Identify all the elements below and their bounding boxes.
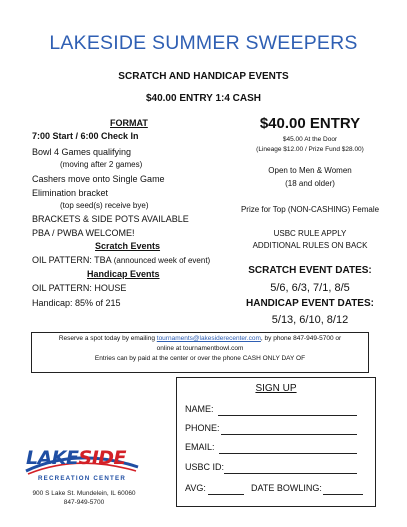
- notice-line-1: [32, 334, 368, 344]
- age-note: (18 and older): [285, 179, 335, 188]
- oil-pattern-handicap: OIL PATTERN: HOUSE: [32, 283, 127, 293]
- address-street: 900 S Lake St. Mundelein, IL 60060: [32, 490, 136, 497]
- logo-word-lake: LAKE: [26, 447, 79, 469]
- at-door-price: $45.00 At the Door: [282, 136, 338, 143]
- usbc-id-label: USBC ID:: [185, 462, 225, 472]
- notice-line-1-post: , by phone 847-949-5700 or: [260, 335, 342, 342]
- entry-line: $40.00 ENTRY 1:4 CASH: [145, 93, 262, 104]
- logo-tagline: RECREATION CENTER: [37, 475, 126, 482]
- lineage-note: (Lineage $12.00 / Prize Fund $28.00): [256, 146, 364, 153]
- signup-heading: SIGN UP: [255, 383, 297, 394]
- top-seeds-note: (top seed(s) receive bye): [60, 201, 149, 210]
- welcome-text: PBA / PWBA WELCOME!: [32, 228, 135, 238]
- usbc-rule-text: USBC RULE APPLY: [273, 229, 347, 238]
- address-block: [23, 489, 145, 507]
- elimination-text: Elimination bracket: [32, 188, 109, 198]
- lakeside-logo: [22, 441, 142, 487]
- phone-field[interactable]: [221, 434, 357, 435]
- notice-line-3: Entries can by paid at the center or over the phone CASH ONLY DAY OF: [94, 355, 306, 362]
- page-title: LAKESIDE SUMMER SWEEPERS: [49, 32, 358, 54]
- open-to-text: Open to Men & Women: [268, 166, 352, 175]
- scratch-events-heading: Scratch Events: [95, 241, 161, 251]
- handicap-dates-heading: HANDICAP EVENT DATES:: [246, 298, 374, 309]
- signup-form: [176, 377, 376, 507]
- notice-line-1-pre: Reserve a spot today by emailing: [58, 335, 157, 342]
- name-label: NAME:: [185, 404, 214, 414]
- oil-scratch-label: OIL PATTERN: TBA: [32, 255, 112, 265]
- email-label: EMAIL:: [185, 442, 215, 452]
- email-link[interactable]: tournaments@lakesiderecenter.com: [156, 335, 261, 342]
- additional-rules-text: ADDITIONAL RULES ON BACK: [252, 241, 368, 250]
- oil-pattern-scratch: [32, 254, 210, 267]
- phone-label: PHONE:: [185, 423, 220, 433]
- start-time: 7:00 Start / 6:00 Check In: [32, 131, 139, 141]
- usbc-id-field[interactable]: [224, 473, 357, 474]
- date-bowling-label: DATE BOWLING:: [251, 483, 322, 493]
- entry-price: $40.00 ENTRY: [259, 115, 361, 132]
- scratch-dates-heading: SCRATCH EVENT DATES:: [248, 265, 372, 276]
- handicap-percent: Handicap: 85% of 215: [32, 298, 121, 308]
- female-prize-text: Prize for Top (NON-CASHING) Female: [240, 205, 380, 214]
- subtitle: SCRATCH AND HANDICAP EVENTS: [118, 71, 289, 82]
- address-phone: 847-949-5700: [63, 499, 105, 506]
- email-field[interactable]: [219, 453, 357, 454]
- handicap-dates: 5/13, 6/10, 8/12: [271, 314, 349, 326]
- logo-wordmark: [26, 447, 126, 469]
- brackets-text: BRACKETS & SIDE POTS AVAILABLE: [32, 214, 189, 224]
- reservation-notice: [31, 332, 369, 373]
- avg-field[interactable]: [208, 494, 244, 495]
- notice-line-2: online at tournamentbowl.com: [156, 345, 244, 352]
- logo-word-side: SIDE: [78, 447, 127, 469]
- moving-note: (moving after 2 games): [60, 160, 143, 169]
- bowl-qualifying: Bowl 4 Games qualifying: [32, 147, 132, 157]
- date-bowling-field[interactable]: [323, 494, 363, 495]
- oil-scratch-note: (announced week of event): [113, 256, 211, 265]
- cashers-text: Cashers move onto Single Game: [32, 174, 165, 184]
- handicap-events-heading: Handicap Events: [87, 269, 160, 279]
- format-heading: FORMAT: [110, 118, 148, 128]
- name-field[interactable]: [218, 415, 357, 416]
- avg-label: AVG:: [185, 483, 206, 493]
- scratch-dates: 5/6, 6/3, 7/1, 8/5: [270, 282, 350, 294]
